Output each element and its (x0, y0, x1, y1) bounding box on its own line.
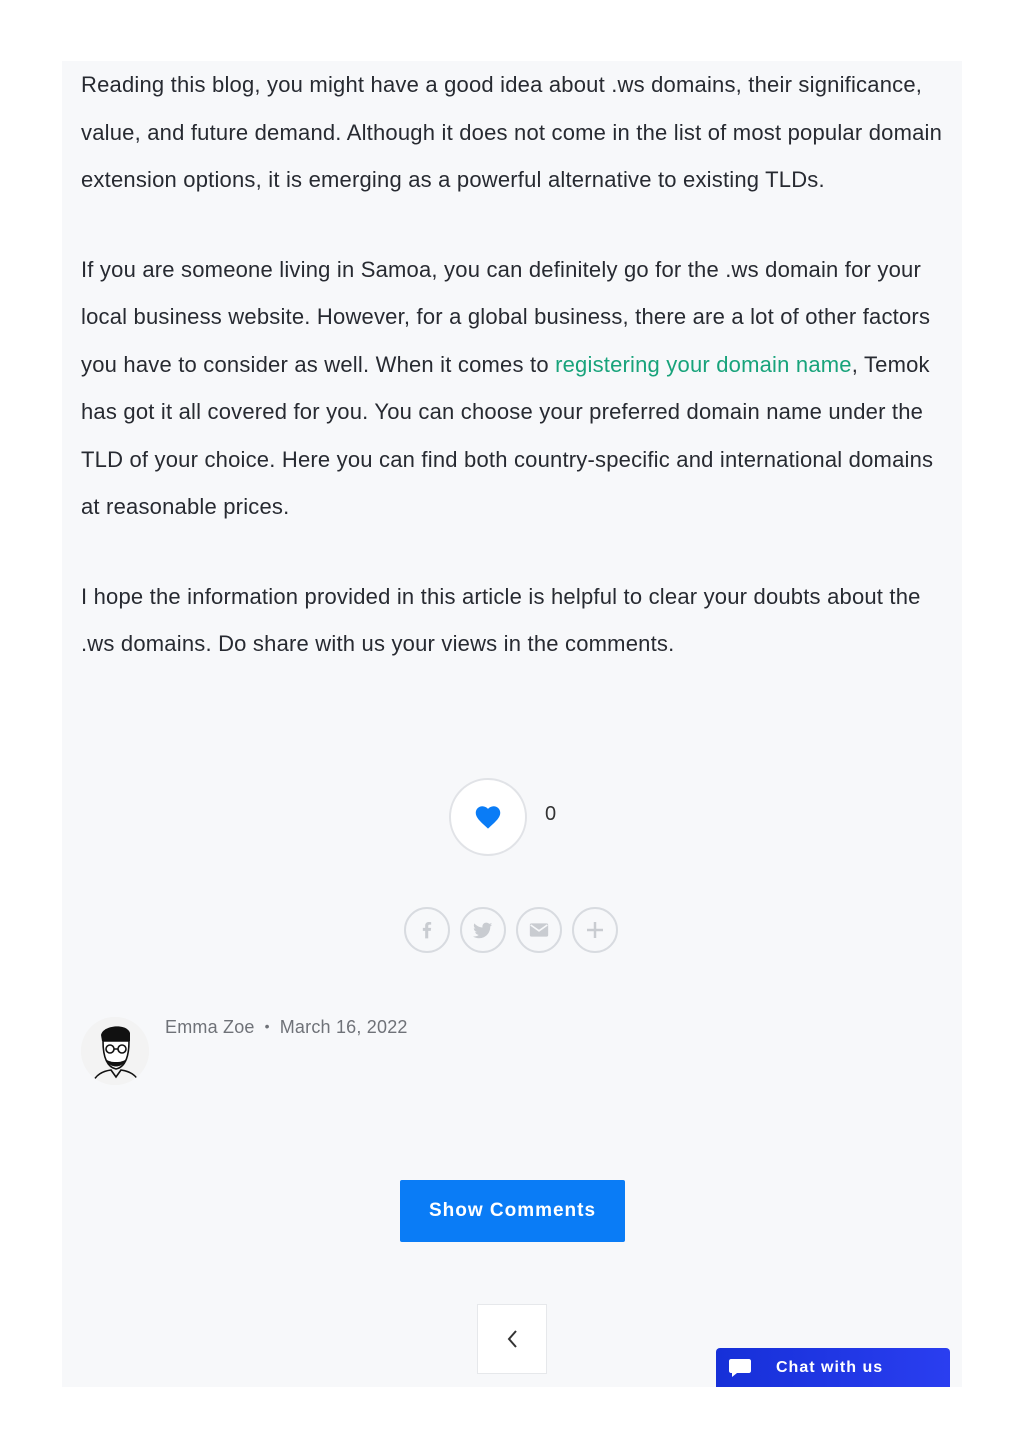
share-email-button[interactable] (516, 907, 562, 953)
like-button[interactable] (449, 778, 527, 856)
avatar-illustration (81, 1017, 149, 1085)
previous-post-button[interactable] (477, 1304, 547, 1374)
post-date: March 16, 2022 (279, 1017, 408, 1037)
show-comments-button[interactable]: Show Comments (400, 1180, 625, 1242)
paragraph-2-end: , Temok has got it all covered for you. You can choose your preferred domain name under the TLD of your choice. Here you can find both country-specific and international domains at reasonable prices. (81, 351, 934, 519)
author-name[interactable]: Emma Zoe (165, 1017, 255, 1037)
share-buttons (404, 907, 618, 953)
facebook-icon (417, 920, 437, 940)
chat-label: Chat with us (776, 1358, 884, 1376)
paragraph-2-start: If you are someone living in Samoa, you can definitely go for the .ws domain for your local business website. However, for a global business, there are a lot of other factors you have to consider as well. When it comes to (81, 256, 931, 377)
article-page (62, 61, 962, 1387)
share-more-button[interactable] (572, 907, 618, 953)
twitter-icon (472, 920, 494, 940)
meta-separator: • (264, 1018, 270, 1034)
like-count: 0 (545, 803, 557, 825)
article-body (81, 61, 943, 668)
share-twitter-button[interactable] (460, 907, 506, 953)
chevron-left-icon (505, 1328, 519, 1350)
paragraph-3: I hope the information provided in this article is helpful to clear your doubts about the .ws domains. Do share with us your views in the comments. (81, 583, 921, 656)
email-icon (529, 922, 549, 938)
paragraph-1: Reading this blog, you might have a good idea about .ws domains, their significance, value, and future demand. Although it does not come in the list of most popular domain extension options, it is emerging as a powerful alternative to existing TLDs. (81, 72, 943, 192)
author-avatar[interactable] (81, 1017, 149, 1085)
register-domain-link[interactable]: registering your domain name (555, 351, 852, 377)
paragraph-2 (81, 246, 943, 531)
chat-bubble-icon (728, 1356, 752, 1380)
share-facebook-button[interactable] (404, 907, 450, 953)
heart-icon (474, 804, 502, 830)
chat-widget-button[interactable] (716, 1348, 950, 1387)
like-widget (449, 778, 589, 856)
plus-icon (585, 920, 605, 940)
post-meta (165, 1017, 408, 1038)
